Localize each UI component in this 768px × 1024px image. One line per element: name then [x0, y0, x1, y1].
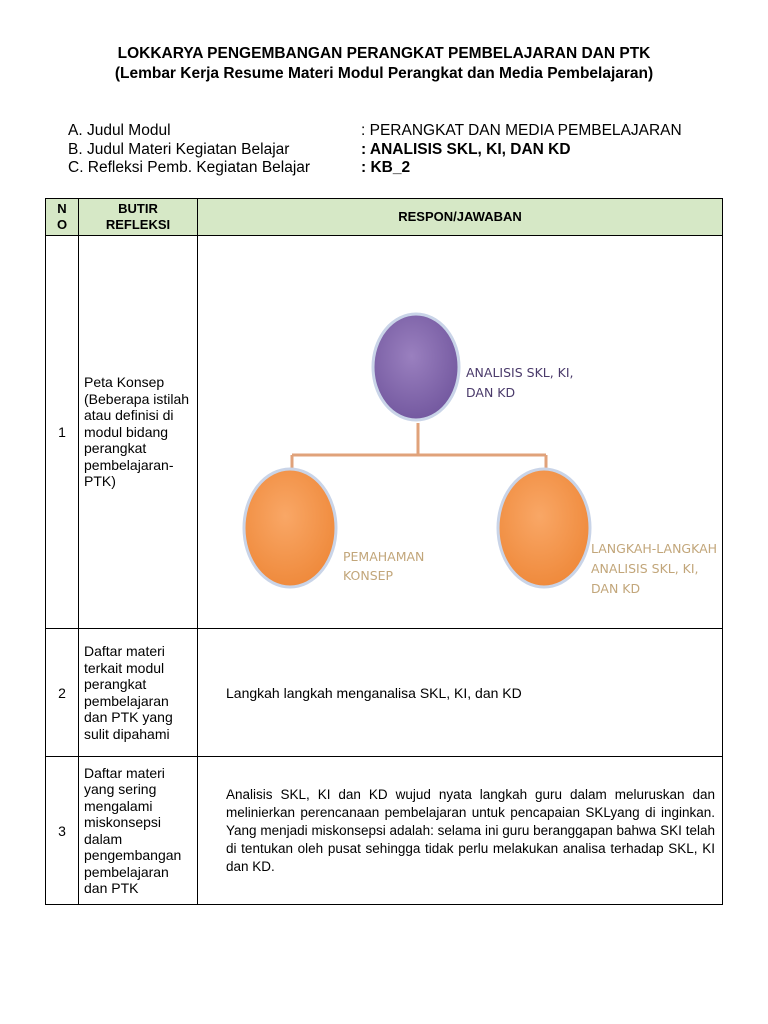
left-node-circle [244, 469, 336, 587]
document-title [0, 44, 768, 84]
table-row [46, 629, 723, 757]
right-node-circle [498, 469, 590, 587]
meta-value: : PERANGKAT DAN MEDIA PEMBELAJARAN [361, 122, 682, 139]
row-butir: Daftar materi terkait modul perangkat pembelajaran dan PTK yang sulit dipahami [79, 629, 198, 757]
right-node-label: LANGKAH-LANGKAH ANALISIS SKL, KI, DAN KD [591, 541, 718, 596]
top-node-circle [373, 314, 459, 420]
meta-label: C. Refleksi Pemb. Kegiatan Belajar [68, 159, 311, 176]
table-header-row [46, 199, 723, 236]
left-node-label: PEMAHAMAN KONSEP [343, 549, 425, 583]
concept-map [198, 236, 722, 625]
concept-map-cell [198, 236, 723, 629]
row-number: 1 [46, 236, 79, 629]
row-number: 3 [46, 757, 79, 905]
title-line-2: (Lembar Kerja Resume Materi Modul Perangkat dan Media Pembelajaran) [114, 65, 654, 82]
header-no: N O [46, 199, 79, 236]
title-line-1: LOKKARYA PENGEMBANGAN PERANGKAT PEMBELAJARAN DAN PTK [117, 45, 651, 62]
row-butir: Daftar materi yang sering mengalami miskonsepsi dalam pengembangan pembelajaran dan PTK [79, 757, 198, 905]
top-node-label: ANALISIS SKL, KI, DAN KD [466, 365, 574, 400]
meta-label: B. Judul Materi Kegiatan Belajar [68, 140, 290, 158]
row-respon: Langkah langkah menganalisa SKL, KI, dan KD [198, 629, 723, 757]
meta-value: : KB_2 [361, 159, 411, 176]
row-number: 2 [46, 629, 79, 757]
header-respon-jawaban: RESPON/JAWABAN [198, 199, 723, 236]
table-row [46, 236, 723, 629]
reflection-table [45, 198, 723, 905]
header-butir-refleksi: BUTIR REFLEKSI [79, 199, 198, 236]
table-row [46, 757, 723, 905]
meta-label: A. Judul Modul [68, 122, 171, 139]
row-respon: Analisis SKL, KI dan KD wujud nyata langkah guru dalam meluruskan dan melinierkan perencanaan pembelajaran untuk pencapaian SKLyang di inginkan. Yang menjadi miskonsepsi adalah: selama ini guru beranggapan bahwa SKI telah di tentukan oleh pusat sehingga tidak perlu melakukan analisa terhadap SKL, KI dan KD. [198, 757, 723, 905]
row-butir: Peta Konsep (Beberapa istilah atau definisi di modul bidang perangkat pembelajaran-PTK) [79, 236, 198, 629]
connector-lines [292, 423, 546, 474]
meta-value: : ANALISIS SKL, KI, DAN KD [361, 140, 571, 158]
